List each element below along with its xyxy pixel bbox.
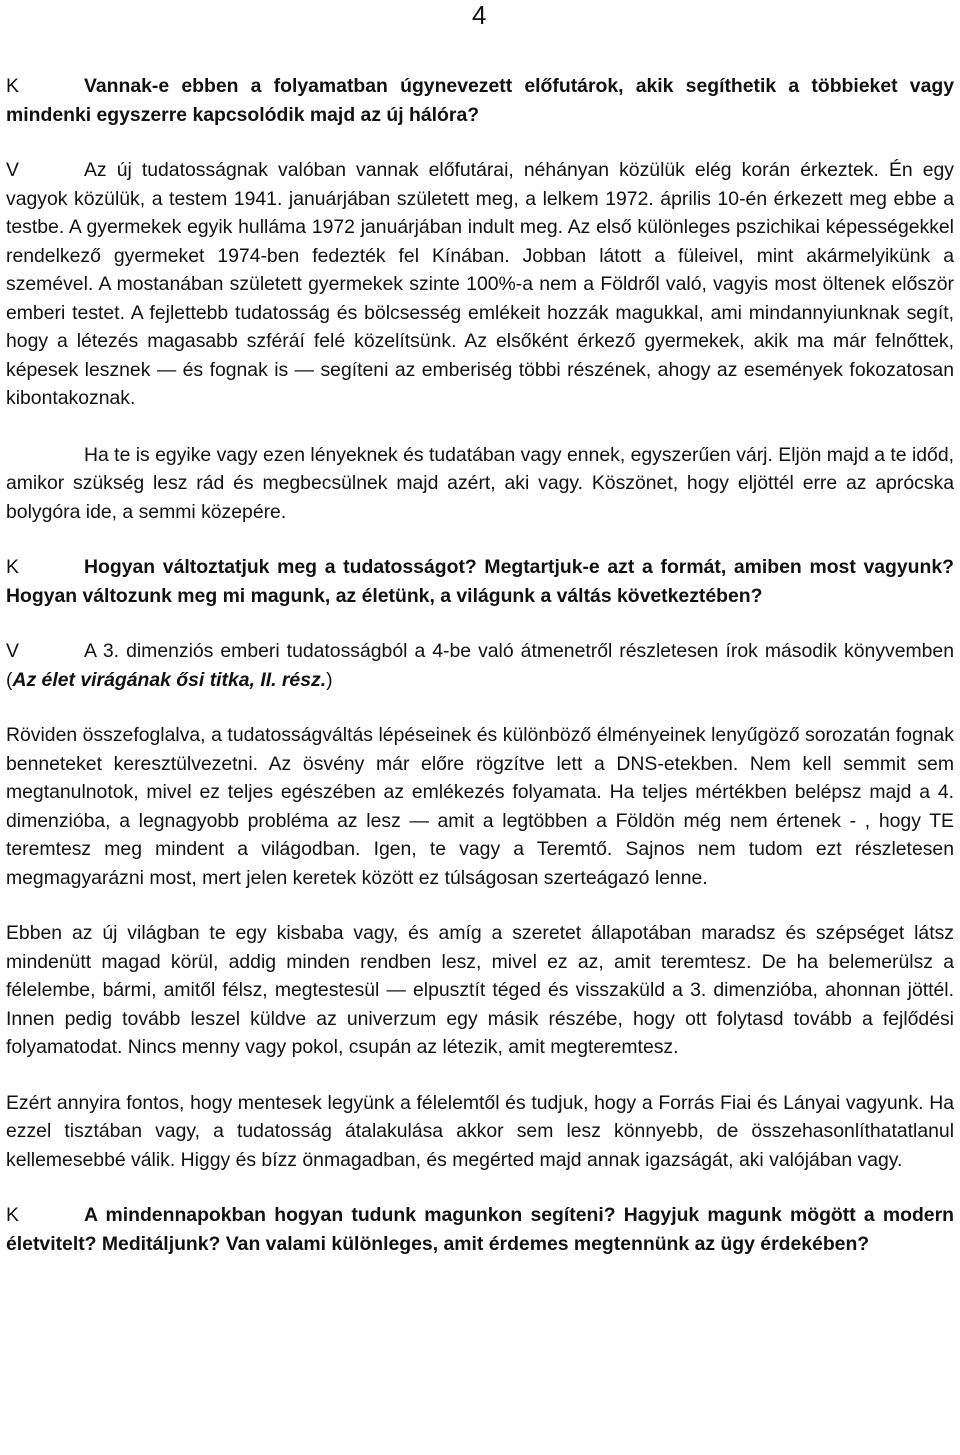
speaker-label: V	[6, 640, 19, 662]
document-body	[6, 72, 954, 1258]
answer-text: Az új tudatosságnak valóban vannak előfutárai, néhányan közülük elég korán érkeztek. Én egy vagyok közülük, a testem 1941. januárjában született meg, a lelkem 1972. április 10-én érkezett meg ebbe a testbe. A gyermekek egyik hulláma 1972 januárjában indult meg. Az első különleges pszichikai képességekkel rendelkező gyermeket 1974-ben fedezték fel Kínában. Jobban látott a füleivel, mint akármelyikünk a szemével. A mostanában született gyermekek szinte 100%-a nem a Földről való, vagyis most öltenek először emberi testet. A fejlettebb tudatosság és bölcsesség emlékeit hozzák magukkal, ami mindannyiunknak segít, hogy a létezés magasabb szféráí felé közelítsünk. Az elsőként érkező gyermekek, akik ma már felnőttek, képesek lesznek — és fognak is — segíteni az emberiség többi részének, ahogy az események fokozatosan kibontakoznak.	[6, 159, 954, 409]
paragraph-text: Ha te is egyike vagy ezen lényeknek és tudatában vagy ennek, egyszerűen várj. Eljön majd a te időd, amikor szükség lesz rád és megbecsülnek majd azért, aki vagy. Köszönet, hogy eljöttél erre az aprócska bolygóra ide, a semmi közepére.	[6, 443, 954, 523]
page-number: 4	[472, 0, 487, 30]
answer-paragraph	[6, 637, 954, 694]
answer-text-end: )	[326, 668, 333, 691]
speaker-label: K	[6, 556, 19, 578]
paragraph-text: Ezért annyira fontos, hogy mentesek legyünk a félelemtől és tudjuk, hogy a Forrás Fiai és Lányai vagyunk. Ha ezzel tisztában vagy, a tudatosság átalakulása akkor sem lesz könnyebb, de összehasonlíthatatlanul kellemesebbé válik. Higgy és bízz önmagadban, és megérted majd annak igazságát, aki valójában vagy.	[6, 1091, 954, 1171]
body-paragraph	[6, 919, 954, 1062]
speaker-label: K	[6, 75, 19, 97]
question-text: Vannak-e ebben a folyamatban úgynevezett előfutárok, akik segíthetik a többieket vagy mindenki egyszerre kapcsolódik majd az új hálóra?	[6, 75, 954, 126]
question-paragraph	[6, 553, 954, 610]
question-text: Hogyan változtatjuk meg a tudatosságot? Megtartjuk-e azt a formát, amiben most vagyunk? Hogyan változunk meg mi magunk, az életünk, a világunk a váltás következtében?	[6, 556, 954, 607]
indented-paragraph	[6, 441, 954, 527]
question-paragraph	[6, 72, 954, 129]
paragraph-text: Ebben az új világban te egy kisbaba vagy, és amíg a szeretet állapotában maradsz és szépséget látsz mindenütt magad körül, addig minden rendben lesz, mivel ez az, amit teremtesz. De ha belemerülsz a félelembe, bármi, amitől félsz, megtestesül — elpusztít téged és visszaküld a 3. dimenzióba, ahonnan jöttél. Innen pedig tovább leszel küldve az univerzum egy másik részébe, hogy ott folytasd tovább a fejlődési folyamatodat. Nincs menny vagy pokol, csupán az létezik, amit megteremtesz.	[6, 922, 954, 1058]
body-paragraph	[6, 721, 954, 892]
speaker-label: V	[6, 159, 19, 181]
answer-paragraph	[6, 156, 954, 413]
answer-text: A 3. dimenziós emberi tudatosságból a 4-be való átmenetről részletesen írok második könyvemben (	[6, 640, 954, 691]
book-title: Az élet virágának ősi titka, II. rész.	[12, 668, 327, 691]
body-paragraph	[6, 1089, 954, 1175]
paragraph-text: Röviden összefoglalva, a tudatosságváltás lépéseinek és különböző élményeinek lenyűgöző sorozatán fognak benneteket keresztülvezetni. Az ösvény már előre rögzítve lett a DNS-etekben. Nem kell semmit sem megtanulnotok, mivel ez teljes egészében az emlékezés folyamata. Ha teljes mértékben belépsz majd a 4. dimenzióba, a legnagyobb probléma az lesz — amit a legtöbben a Földön még nem értenek - , hogy TE teremtesz meg mindent a világodban. Igen, te vagy a Teremtő. Sajnos nem tudom ezt részletesen megmagyarázni most, mert jelen keretek között ez túlságosan szerteágazó lenne.	[6, 724, 954, 889]
question-paragraph	[6, 1201, 954, 1258]
question-text: A mindennapokban hogyan tudunk magunkon segíteni? Hagyjuk magunk mögött a modern életvitelt? Meditáljunk? Van valami különleges, amit érdemes megtennünk az ügy érdekében?	[6, 1204, 954, 1255]
speaker-label: K	[6, 1204, 19, 1226]
